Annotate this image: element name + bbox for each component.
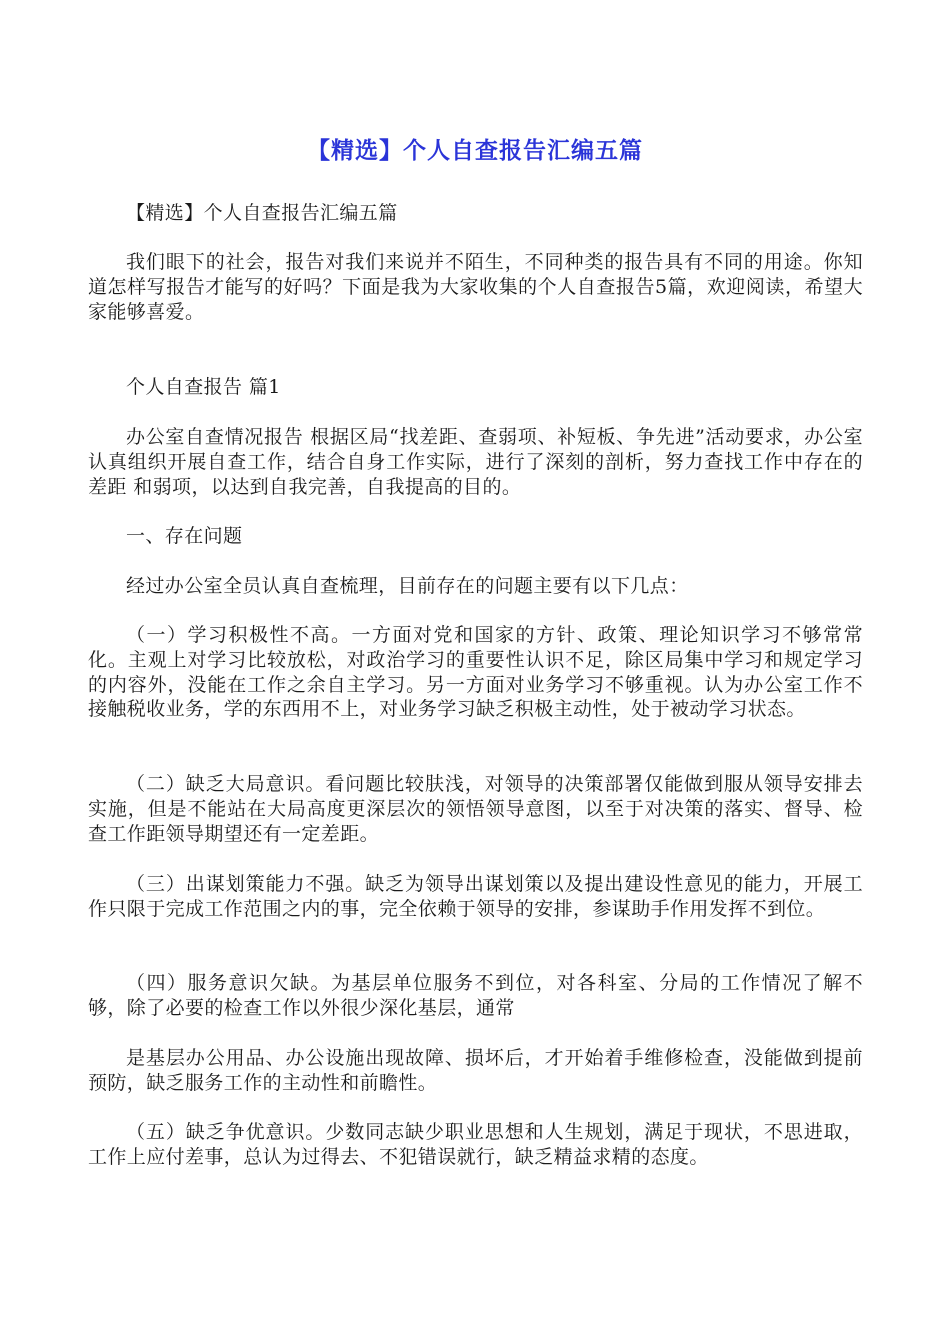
report-intro-paragraph: 办公室自查情况报告 根据区局“找差距、查弱项、补短板、争先进”活动要求，办公室认真组织开展自查工作，结合自身工作实际，进行了深刻的剖析，努力查找工作中存在的差距 和弱项，以达到自我完善，自我提高的目的。: [88, 426, 863, 498]
problem-2-paragraph: （二）缺乏大局意识。看问题比较肤浅，对领导的决策部署仅能做到服从领导安排去实施，但是不能站在大局高度更深层次的领悟领导意图，以至于对决策的落实、督导、检查工作距领导期望还有一定差距。: [88, 773, 863, 845]
intro-paragraph: 我们眼下的社会，报告对我们来说并不陌生，不同种类的报告具有不同的用途。你知道怎样写报告才能写的好吗？下面是我为大家收集的个人自查报告5篇，欢迎阅读，希望大家能够喜爱。: [88, 251, 863, 323]
document-title: 【精选】个人自查报告汇编五篇: [307, 138, 643, 164]
problem-1-paragraph: （一）学习积极性不高。一方面对党和国家的方针、政策、理论知识学习不够常常化。主观上对学习比较放松，对政治学习的重要性认识不足，除区局集中学习和规定学习的内容外，没能在工作之余自主学习。另一方面对业务学习不够重视。认为办公室工作不接触税收业务，学的东西用不上，对业务学习缺乏积极主动性，处于被动学习状态。: [88, 624, 863, 721]
section-heading-1: 个人自查报告 篇1: [126, 376, 281, 398]
problem-3-paragraph: （三）出谋划策能力不强。缺乏为领导出谋划策以及提出建设性意见的能力，开展工作只限于完成工作范围之内的事，完全依赖于领导的安排，参谋助手作用发挥不到位。: [88, 873, 863, 920]
problems-intro-paragraph: 经过办公室全员认真自查梳理，目前存在的问题主要有以下几点：: [126, 575, 689, 597]
problem-5-paragraph: （五）缺乏争优意识。少数同志缺少职业思想和人生规划，满足于现状，不思进取，工作上应付差事，总认为过得去、不犯错误就行，缺乏精益求精的态度。: [88, 1121, 863, 1168]
subtitle-paragraph: 【精选】个人自查报告汇编五篇: [126, 202, 398, 224]
problems-heading: 一、存在问题: [126, 525, 243, 547]
problem-4-continued-paragraph: 是基层办公用品、办公设施出现故障、损坏后，才开始着手维修检查，没能做到提前预防，缺乏服务工作的主动性和前瞻性。: [88, 1047, 863, 1094]
problem-4-paragraph: （四）服务意识欠缺。为基层单位服务不到位，对各科室、分局的工作情况了解不够，除了必要的检查工作以外很少深化基层，通常: [88, 972, 863, 1019]
